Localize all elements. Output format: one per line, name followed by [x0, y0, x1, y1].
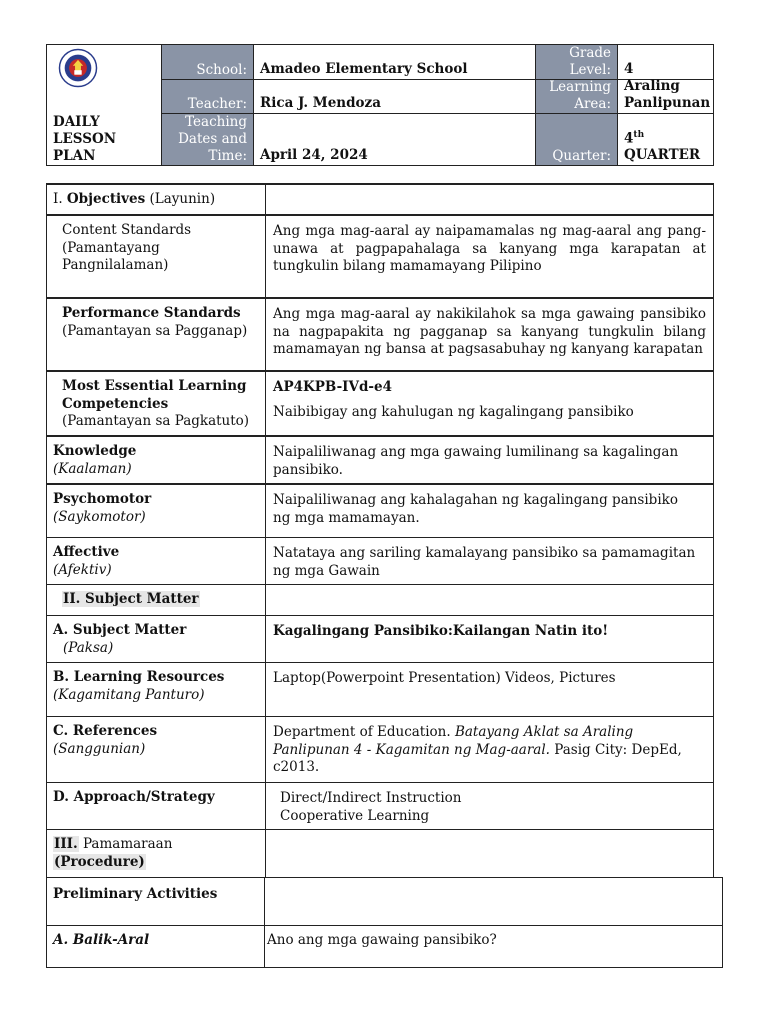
performance-standards-row [46, 297, 714, 370]
references-text-pre: Department of Education. [273, 724, 451, 740]
quarter-value-cell [618, 114, 713, 165]
grade-label-cell [536, 45, 618, 80]
objectives-label-cell [47, 185, 266, 214]
grade-value: 4 [624, 61, 634, 77]
school-label: School: [196, 62, 247, 78]
area-label-1: Learning [549, 79, 611, 95]
references-label: C. References [53, 723, 158, 739]
quarter-label: Quarter: [552, 148, 611, 164]
performance-standards-text: Ang mga mag-aaral ay nakikilahok sa mga gawaing pansibiko na nagpapakita ng pagganap sa kanyang tungkulin bilang mamamayan ng bansa at pagsasabuhay ng kanyang karapatan [273, 306, 706, 357]
resources-text: Laptop(Powerpoint Presentation) Videos, Pictures [273, 670, 616, 686]
subject-matter-head-cell [47, 585, 266, 615]
subject-matter-text: Kagalingang Pansibiko:Kailangan Natin ito! [273, 623, 609, 639]
title-cell [47, 45, 162, 165]
grade-label-2: Level: [569, 62, 611, 78]
grade-value-cell [618, 45, 713, 80]
affective-label-cell [47, 538, 266, 584]
dates-label-2: Dates and [178, 131, 247, 147]
quarter-label-cell [536, 114, 618, 165]
approach-text-1: Direct/Indirect Instruction [280, 790, 462, 806]
objectives-label: Objectives [66, 191, 146, 207]
preliminary-label: Preliminary Activities [53, 886, 218, 902]
subject-matter-label: A. Subject Matter [53, 622, 187, 638]
objectives-num: I. [53, 191, 63, 207]
dates-value: April 24, 2024 [260, 147, 368, 163]
performance-standards-label-cell [47, 299, 266, 370]
psychomotor-text-2: ng mga mamamayan. [273, 509, 420, 526]
content-standards-label-2: (Pamantayang [62, 239, 160, 256]
subject-matter-row [46, 615, 714, 662]
melc-label-2: Competencies [62, 395, 169, 412]
activities-table [46, 877, 723, 968]
melc-code: AP4KPB-IVd-e4 [273, 379, 392, 395]
teacher-label: Teacher: [187, 96, 247, 112]
area-label-2: Area: [574, 96, 611, 112]
affective-text: Natataya ang sariling kamalayang pansibiko sa pamamagitan ng mga Gawain [273, 545, 696, 579]
area-value-2: Panlipunan [624, 95, 711, 111]
performance-standards-label-2: (Pamantayan sa Pagganap) [62, 322, 248, 339]
melc-label-1: Most Essential Learning [62, 378, 247, 394]
knowledge-label-cell [47, 437, 266, 483]
references-row [46, 716, 714, 782]
content-standards-label-3: Pangnilalaman) [62, 257, 169, 273]
quarter-number [624, 127, 707, 148]
subject-matter-head-row [46, 584, 714, 615]
teacher-label-cell [162, 80, 254, 114]
references-label-cell [47, 717, 266, 782]
school-value-cell [254, 45, 536, 80]
content-standards-label-1: Content Standards [62, 222, 192, 238]
procedure-row [46, 829, 714, 877]
references-text-post: Pasig City: DepEd, c2013. [273, 741, 682, 775]
resources-row [46, 662, 714, 716]
preliminary-label-cell [47, 878, 265, 926]
references-value-cell [266, 717, 713, 782]
procedure-num: III. [54, 836, 78, 852]
melc-label-3: (Pamantayan sa Pagkatuto) [62, 413, 250, 429]
resources-label-cell [47, 663, 266, 716]
knowledge-label-fil: (Kaalaman) [53, 460, 132, 477]
knowledge-row [46, 435, 714, 483]
approach-text-2: Cooperative Learning [280, 807, 430, 824]
header-table [46, 44, 714, 166]
procedure-label-en: (Procedure) [54, 853, 145, 870]
teacher-value-cell [254, 80, 536, 114]
approach-label: D. Approach/Strategy [53, 789, 215, 805]
approach-value-cell [266, 783, 713, 829]
balik-aral-label: A. Balik-Aral [53, 932, 150, 948]
subject-matter-label-fil: (Paksa) [63, 639, 114, 656]
procedure-value-cell [266, 830, 713, 877]
psychomotor-label-cell [47, 485, 266, 537]
resources-label: B. Learning Resources [53, 669, 225, 685]
affective-label-fil: (Afektiv) [53, 561, 112, 578]
quarter-num: 4 [624, 130, 634, 146]
balik-aral-value-cell [265, 926, 722, 967]
melc-value-cell [266, 372, 713, 435]
psychomotor-row [46, 483, 714, 537]
grade-label-1: Grade [569, 45, 611, 61]
subject-matter-head-value-cell [266, 585, 713, 615]
procedure-label-cell [47, 830, 266, 877]
psychomotor-label: Psychomotor [53, 491, 152, 507]
title-lesson-plan: LESSON PLAN [53, 131, 117, 164]
resources-label-fil: (Kagamitang Panturo) [53, 686, 205, 703]
objectives-value-cell [266, 185, 713, 214]
area-value-1: Araling [624, 78, 680, 94]
content-standards-row [46, 214, 714, 297]
affective-label: Affective [53, 544, 120, 560]
psychomotor-value-cell [266, 485, 713, 537]
approach-label-cell [47, 783, 266, 829]
area-value-cell [618, 80, 713, 114]
affective-row [46, 537, 714, 584]
content-standards-label-cell [47, 216, 266, 297]
title-daily: DAILY [53, 114, 100, 130]
quarter-word: QUARTER [624, 147, 701, 163]
quarter-sup: th [633, 129, 645, 140]
objectives-row [46, 183, 714, 214]
preliminary-value-cell [265, 878, 722, 926]
dates-label-1: Teaching [185, 114, 247, 130]
content-standards-text: Ang mga mag-aaral ay naipamamalas ng mag-aaral ang pang-unawa at pagpapahalaga sa kanyang mga karapatan at tungkulin bilang mamamayang Pilipino [273, 223, 706, 274]
balik-aral-label-cell [47, 926, 265, 967]
references-text-italic: Batayang Aklat sa Araling Panlipunan 4 - Kagamitan ng Mag-aaral. [273, 724, 634, 758]
melc-text: Naibibigay ang kahulugan ng kagalingang pansibiko [273, 403, 634, 420]
objectives-label-fil: (Layunin) [149, 191, 216, 207]
knowledge-label: Knowledge [53, 443, 137, 459]
subject-matter-head-label: II. Subject Matter [63, 591, 199, 607]
teacher-value: Rica J. Mendoza [260, 95, 381, 111]
references-label-fil: (Sanggunian) [53, 740, 146, 757]
area-label-cell [536, 80, 618, 114]
balik-aral-text: Ano ang mga gawaing pansibiko? [267, 932, 497, 948]
psychomotor-text-1: Naipaliliwanag ang kahalagahan ng kagalingang pansibiko [273, 492, 678, 508]
melc-row [46, 370, 714, 435]
knowledge-text: Naipaliliwanag ang mga gawaing lumilinang sa kagalingan pansibiko. [273, 444, 679, 478]
dates-label-3: Time: [208, 148, 247, 164]
deped-seal-icon [51, 48, 105, 88]
procedure-label: Pamamaraan [82, 836, 173, 852]
performance-standards-label-1: Performance Standards [62, 305, 241, 321]
school-value: Amadeo Elementary School [260, 61, 468, 77]
approach-row [46, 782, 714, 829]
dates-label-cell [162, 114, 254, 165]
psychomotor-label-fil: (Saykomotor) [53, 508, 146, 525]
school-label-cell [162, 45, 254, 80]
melc-label-cell [47, 372, 266, 435]
dates-value-cell [254, 114, 536, 165]
subject-matter-label-cell [47, 616, 266, 662]
